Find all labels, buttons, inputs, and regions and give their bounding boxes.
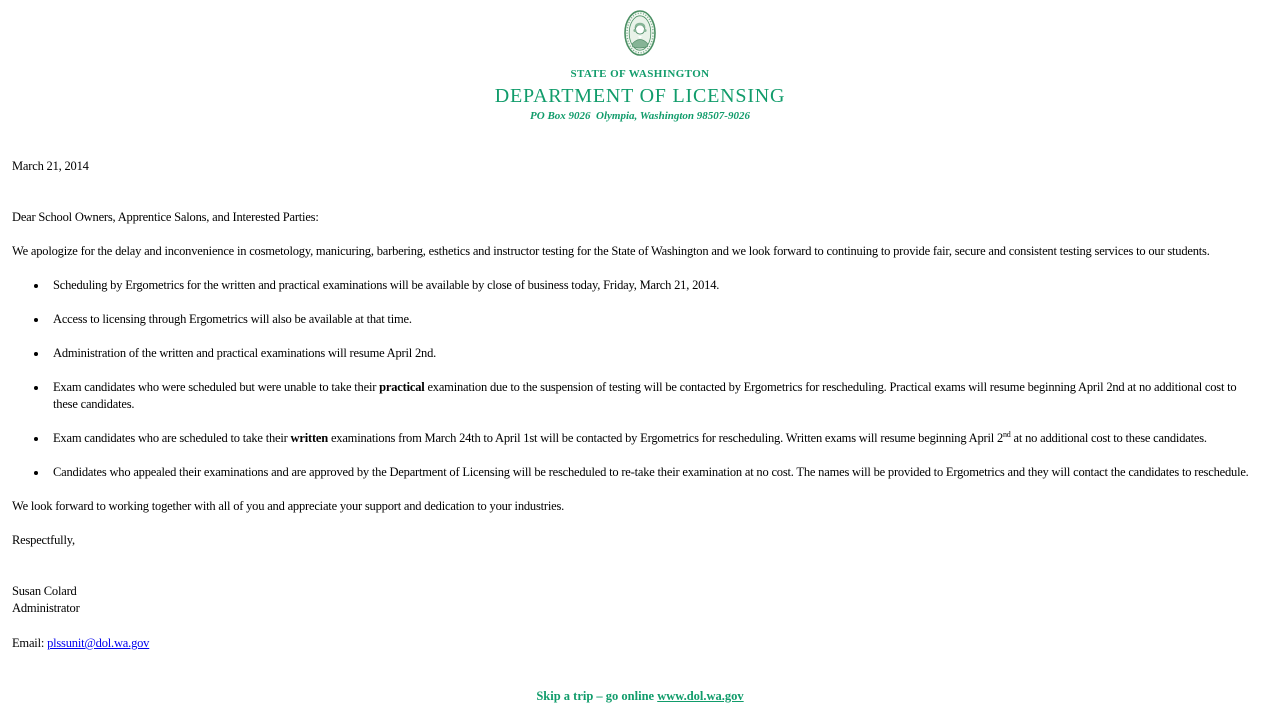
email-line <box>12 635 1254 652</box>
signature-title: Administrator <box>12 601 80 615</box>
closing-paragraph: We look forward to working together with all of you and appreciate your support and dedication to your industries. <box>12 499 565 513</box>
bullet-text: Access to licensing through Ergometrics will also be available at that time. <box>53 312 412 326</box>
letterhead <box>0 0 1280 122</box>
agency-address: PO Box 9026 Olympia, Washington 98507-9026 <box>530 110 750 122</box>
bullet-text: 2 <box>996 431 1003 445</box>
email-label: Email: <box>12 636 48 650</box>
superscript-ordinal: nd <box>1003 429 1011 439</box>
agency-name-department: DEPARTMENT OF LICENSING <box>494 85 786 107</box>
bullet-item-appealed-candidates <box>48 464 1254 481</box>
agency-name-state: STATE OF WASHINGTON <box>570 68 710 80</box>
bullet-text: Exam candidates who were scheduled but were unable to take their <box>53 380 380 394</box>
bullet-text: examination due to the suspension of testing will be contacted by Ergometrics for rescheduling. Practical exams will resume beginning April 2nd at no additional cost to these candidates. <box>53 380 1237 411</box>
bullet-text: examinations from March 24th to April 1st will be contacted by Ergometrics for rescheduling. Written exams will resume beginning April <box>328 431 997 445</box>
letter-date: March 21, 2014 <box>12 159 89 173</box>
salutation: Dear School Owners, Apprentice Salons, and Interested Parties: <box>12 210 319 224</box>
bullet-text: Scheduling by Ergometrics for the written and practical examinations will be available by close of business today, Friday, March 21, 2014. <box>53 278 720 292</box>
bullet-item-scheduling <box>48 277 1254 294</box>
footer-tagline-text: Skip a trip – go online <box>536 689 658 703</box>
signature-name: Susan Colard <box>12 584 77 598</box>
bullet-text: Candidates who appealed their examinations and are approved by the Department of Licensing will be rescheduled to re-take their examination at no cost. The names will be provided to Ergometrics and they will contact the candidates to reschedule. <box>53 465 1249 479</box>
bullet-item-administration-resume <box>48 345 1254 362</box>
dol-website-link[interactable]: www.dol.wa.gov <box>657 689 744 703</box>
bullet-text: Exam candidates who are scheduled to take their <box>53 431 291 445</box>
valediction: Respectfully, <box>12 533 75 547</box>
bullet-bold-text: practical <box>379 380 425 394</box>
bullet-bold-text: written <box>290 431 329 445</box>
bullet-item-practical-exams <box>48 379 1254 413</box>
bullet-text: Administration of the written and practical examinations will resume April 2nd. <box>53 346 437 360</box>
bullet-item-licensing-access <box>48 311 1254 328</box>
bullet-item-written-exams <box>48 430 1254 447</box>
bullet-list <box>12 277 1254 481</box>
intro-paragraph: We apologize for the delay and inconvenience in cosmetology, manicuring, barbering, esthetics and instructor testing for the State of Washington and we look forward to continuing to provide fair, secure and consistent testing services to our students. <box>12 244 1210 258</box>
bullet-text: at no additional cost to these candidates. <box>1010 431 1207 445</box>
footer-tagline <box>0 689 1280 704</box>
washington-state-seal-icon <box>624 10 656 56</box>
email-link[interactable]: plssunit@dol.wa.gov <box>47 636 150 650</box>
letter-body <box>0 158 1280 652</box>
